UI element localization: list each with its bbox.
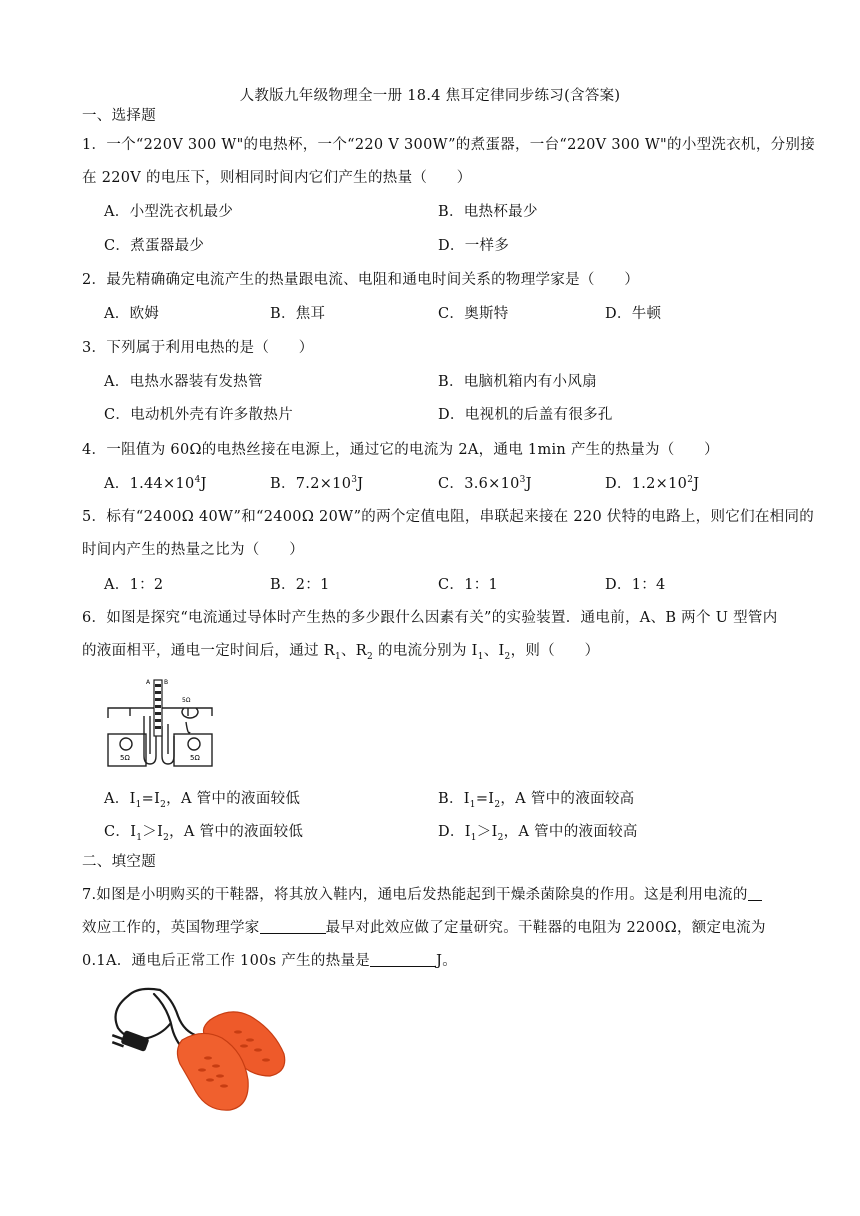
- section-fill-heading: 二、填空题: [82, 854, 156, 870]
- q5-text-line2: 时间内产生的热量之比为（ ）: [82, 542, 304, 558]
- page-title: 人教版九年级物理全一册 18.4 焦耳定律同步练习(含答案): [239, 88, 621, 104]
- q2-option-b[interactable]: B．焦耳: [270, 306, 326, 322]
- q4-option-c[interactable]: [438, 474, 532, 494]
- q4-option-d-exp: 2: [687, 475, 694, 486]
- q7-text-part5: J。: [436, 953, 457, 969]
- q5-text-line1: 5．标有“2400Ω 40W”和“2400Ω 20W”的两个定值电阻，串联起来接在 220 伏特的电路上，则它们在相同的: [82, 509, 815, 525]
- q6-option-d-sub2: 2: [497, 832, 504, 843]
- q4-text: 4．一阻值为 60Ω的电热丝接在电源上，通过它的电流为 2A，通电 1min 产生的热量为（ ）: [82, 442, 719, 458]
- q6-option-a-sub2: 2: [160, 799, 167, 810]
- q6-option-a-part2: =I: [141, 791, 161, 807]
- q6-figure-r-outside: 5Ω: [182, 697, 191, 704]
- q6-figure-r-right: 5Ω: [190, 754, 200, 762]
- q6-apparatus-figure: [100, 676, 220, 770]
- q6-option-d-part1: D．I: [438, 824, 471, 840]
- q3-option-d[interactable]: D．电视机的后盖有很多孔: [438, 407, 613, 423]
- q6-option-d[interactable]: [438, 822, 638, 842]
- q7-blank-1[interactable]: [748, 886, 762, 901]
- q4-option-d[interactable]: [605, 474, 699, 494]
- q4-option-a[interactable]: [104, 474, 207, 494]
- q5-option-a[interactable]: A．1：2: [104, 577, 164, 593]
- q6-option-b[interactable]: [438, 789, 634, 809]
- q6-text-part-d: 、I: [483, 643, 505, 659]
- q6-option-b-part2: =I: [475, 791, 495, 807]
- q4-option-c-exp: 3: [519, 475, 526, 486]
- q6-option-a-sub1: 1: [135, 799, 142, 810]
- q1-text-line2: 在 220V 的电压下，则相同时间内它们产生的热量（ ）: [82, 170, 472, 186]
- q4-option-b-base: B．7.2×10: [270, 476, 352, 492]
- q6-sub-i2: 2: [504, 651, 511, 662]
- q7-text-line2: [82, 918, 766, 938]
- q6-figure-label-b: B: [164, 679, 169, 686]
- q4-option-d-unit: J: [693, 476, 700, 492]
- q1-option-b[interactable]: B．电热杯最少: [438, 204, 538, 220]
- q6-text-line2: [82, 641, 599, 661]
- q7-text-part3: 最早对此效应做了定量研究。干鞋器的电阻为 2200Ω，额定电流为: [325, 920, 766, 936]
- q6-figure-label-a: A: [146, 679, 151, 686]
- q5-option-d[interactable]: D．1：4: [605, 577, 666, 593]
- q6-option-b-sub1: 1: [469, 799, 476, 810]
- q6-option-c[interactable]: [104, 822, 303, 842]
- q6-option-b-sub2: 2: [494, 799, 501, 810]
- q1-option-d[interactable]: D．一样多: [438, 238, 510, 254]
- q1-text-line1: 1．一个“220V 300 W"的电热杯，一个“220 V 300W”的煮蛋器，一台“220V 300 W"的小型洗衣机，分别接: [82, 137, 816, 153]
- q4-option-b-exp: 3: [351, 475, 358, 486]
- q6-text-line1: 6．如图是探究“电流通过导体时产生热的多少跟什么因素有关”的实验装置．通电前，A、B 两个 U 型管内: [82, 610, 778, 626]
- q6-option-b-part3: ，A 管中的液面较高: [500, 791, 635, 807]
- q7-text-line1: [82, 885, 762, 905]
- q6-sub-i1: 1: [477, 651, 484, 662]
- q2-text: 2．最先精确确定电流产生的热量跟电流、电阻和通电时间关系的物理学家是（ ）: [82, 272, 640, 288]
- q6-text-part-b: 、R: [340, 643, 367, 659]
- q6-option-d-sub1: 1: [470, 832, 477, 843]
- q4-option-c-base: C．3.6×10: [438, 476, 520, 492]
- q6-option-d-part3: ，A 管中的液面较高: [503, 824, 638, 840]
- q6-sub-r2: 2: [367, 651, 374, 662]
- q7-text-part2: 效应工作的，英国物理学家: [82, 920, 260, 936]
- q3-text: 3．下列属于利用电热的是（ ）: [82, 340, 314, 356]
- q3-option-a[interactable]: A．电热水器装有发热管: [104, 374, 263, 390]
- q6-option-a-part1: A．I: [104, 791, 136, 807]
- q6-option-c-part3: ，A 管中的液面较低: [169, 824, 304, 840]
- q6-figure-r-left: 5Ω: [120, 754, 130, 762]
- q4-option-a-unit: J: [200, 476, 207, 492]
- q6-sub-r1: 1: [334, 651, 341, 662]
- q6-option-a-part3: ，A 管中的液面较低: [166, 791, 301, 807]
- q2-option-d[interactable]: D．牛顿: [605, 306, 662, 322]
- q1-option-c[interactable]: C．煮蛋器最少: [104, 238, 205, 254]
- section-choice-heading: 一、选择题: [82, 108, 156, 124]
- q5-option-b[interactable]: B．2：1: [270, 577, 330, 593]
- q7-text-line3: [82, 951, 457, 971]
- q6-text-part-e: ，则（ ）: [510, 643, 600, 659]
- q6-option-d-part2: ＞I: [476, 824, 498, 840]
- q5-option-c[interactable]: C．1：1: [438, 577, 499, 593]
- q4-option-a-exp: 4: [194, 475, 201, 486]
- q7-blank-3[interactable]: [370, 952, 436, 967]
- q2-option-c[interactable]: C．奥斯特: [438, 306, 509, 322]
- q3-option-c[interactable]: C．电动机外壳有许多散热片: [104, 407, 293, 423]
- q1-option-a[interactable]: A．小型洗衣机最少: [104, 204, 234, 220]
- q6-text-part-a: 的液面相平，通电一定时间后，通过 R: [82, 643, 335, 659]
- shoe-dryer-picture: [98, 980, 294, 1118]
- q7-text-part1: 7.如图是小明购买的干鞋器，将其放入鞋内，通电后发热能起到干燥杀菌除臭的作用。这是利用电流的: [82, 887, 748, 903]
- q6-text-part-c: 的电流分别为 I: [373, 643, 478, 659]
- q4-option-b[interactable]: [270, 474, 363, 494]
- q4-option-c-unit: J: [525, 476, 532, 492]
- q2-option-a[interactable]: A．欧姆: [104, 306, 160, 322]
- q4-option-d-base: D．1.2×10: [605, 476, 688, 492]
- q4-option-b-unit: J: [357, 476, 364, 492]
- q6-option-c-part2: ＞I: [142, 824, 164, 840]
- q7-text-part4: 0.1A．通电后正常工作 100s 产生的热量是: [82, 953, 371, 969]
- q6-option-c-sub1: 1: [136, 832, 143, 843]
- q6-option-c-part1: C．I: [104, 824, 137, 840]
- q6-option-b-part1: B．I: [438, 791, 470, 807]
- q3-option-b[interactable]: B．电脑机箱内有小风扇: [438, 374, 597, 390]
- q6-option-c-sub2: 2: [163, 832, 170, 843]
- q6-option-a[interactable]: [104, 789, 300, 809]
- q7-blank-2[interactable]: [260, 919, 326, 934]
- q4-option-a-base: A．1.44×10: [104, 476, 195, 492]
